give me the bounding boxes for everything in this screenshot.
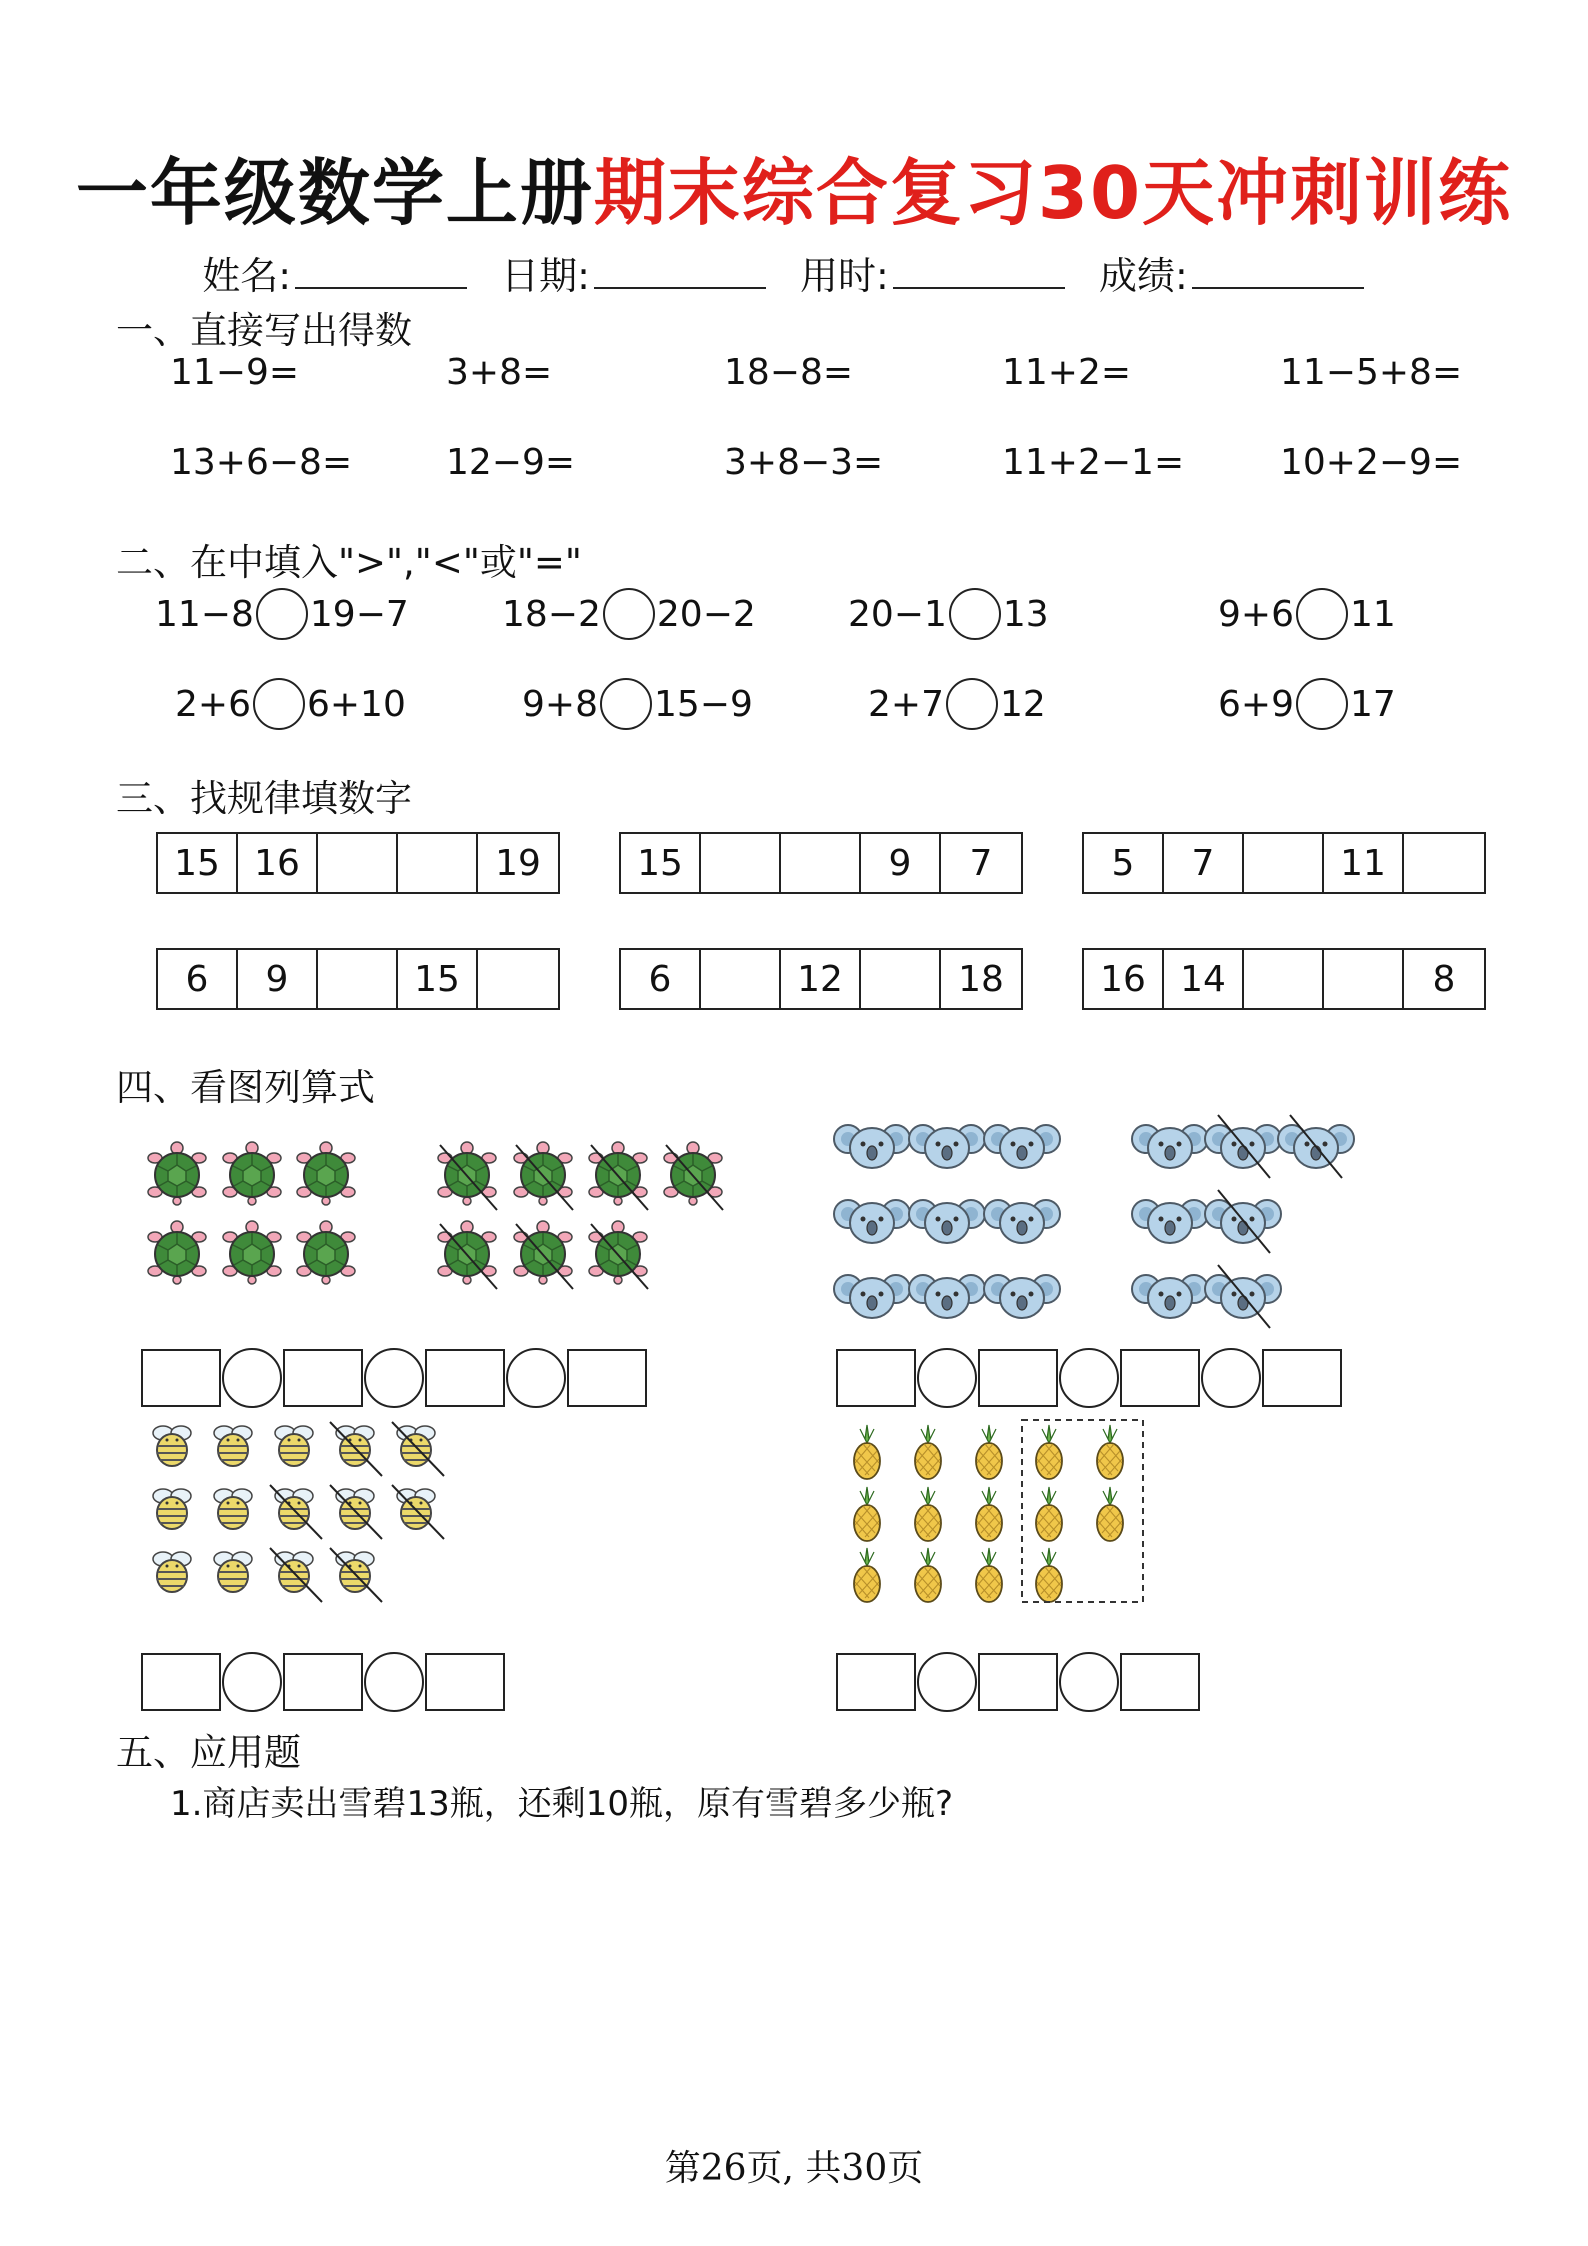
operator-circle[interactable] <box>364 1348 424 1408</box>
equation-row-bees <box>141 1652 505 1712</box>
sequence-cell: 7 <box>1164 834 1244 892</box>
compare-item: 18−2 20−2 <box>502 588 756 640</box>
title-part1: 一年级数学上册 <box>75 151 594 235</box>
koala-icon <box>1132 1200 1208 1243</box>
bee-icon <box>336 1552 374 1592</box>
bee-icon <box>275 1426 313 1466</box>
koala-icon <box>984 1200 1060 1243</box>
sequence-cell: 5 <box>1084 834 1164 892</box>
operator-circle[interactable] <box>1201 1348 1261 1408</box>
answer-box[interactable] <box>836 1349 916 1407</box>
bee-icon <box>336 1489 374 1529</box>
operator-circle[interactable] <box>222 1652 282 1712</box>
pineapple-icon <box>976 1425 1002 1479</box>
bee-icon <box>153 1489 191 1529</box>
compare-item: 9+8 15−9 <box>522 678 753 730</box>
answer-box[interactable] <box>1120 1653 1200 1711</box>
sequence-cell: 6 <box>158 950 238 1008</box>
koala-icon <box>909 1275 985 1318</box>
sequence-cell: 15 <box>621 834 701 892</box>
answer-box[interactable] <box>567 1349 647 1407</box>
answer-box[interactable] <box>141 1349 221 1407</box>
operator-circle[interactable] <box>1059 1348 1119 1408</box>
sequence-cell: 15 <box>398 950 478 1008</box>
bee-icon <box>214 1426 252 1466</box>
calc-item: 3+8= <box>446 352 553 393</box>
koala-icon <box>834 1200 910 1243</box>
pineapple-icon <box>915 1487 941 1541</box>
compare-item: 2+6 6+10 <box>175 678 406 730</box>
section-3-heading: 三、找规律填数字 <box>116 777 412 820</box>
turtle-icon <box>223 1142 281 1205</box>
pineapple-icon <box>1036 1425 1062 1479</box>
bee-icon <box>214 1489 252 1529</box>
koala-icon <box>1132 1125 1208 1168</box>
calc-item: 12−9= <box>446 442 576 483</box>
pineapple-icon <box>976 1487 1002 1541</box>
pineapple-icon <box>854 1487 880 1541</box>
equation-row-pineapples <box>836 1652 1200 1712</box>
turtle-icon <box>297 1221 355 1284</box>
page-number: 第26页, 共30页 <box>664 2148 924 2189</box>
operator-circle[interactable] <box>917 1652 977 1712</box>
sequence-cell: 16 <box>238 834 318 892</box>
calc-item: 11−9= <box>170 352 300 393</box>
compare-item: 20−1 13 <box>848 588 1049 640</box>
bee-icon <box>153 1426 191 1466</box>
sequence-cell: 14 <box>1164 950 1244 1008</box>
sequence-cell: 9 <box>861 834 941 892</box>
koala-icon <box>984 1275 1060 1318</box>
answer-box[interactable] <box>1120 1349 1200 1407</box>
koala-icon <box>909 1125 985 1168</box>
answer-box[interactable] <box>836 1653 916 1711</box>
sequence-cell: 18 <box>958 958 1004 1000</box>
koala-icon <box>984 1125 1060 1168</box>
pineapple-icon <box>976 1548 1002 1602</box>
koala-icon <box>1132 1275 1208 1318</box>
pineapple-icon <box>1036 1548 1062 1602</box>
title-part2: 期末综合复习30天冲刺训练 <box>593 151 1513 235</box>
calc-item: 11+2−1= <box>1002 442 1185 483</box>
operator-circle[interactable] <box>364 1652 424 1712</box>
calc-item: 3+8−3= <box>724 442 884 483</box>
name-label: 姓名: <box>202 254 292 298</box>
pineapple-icon <box>854 1548 880 1602</box>
pineapple-icon <box>1036 1487 1062 1541</box>
score-label: 成绩: <box>1098 254 1188 298</box>
koala-icon <box>909 1200 985 1243</box>
sequence-cell: 6 <box>621 950 701 1008</box>
pineapple-icon <box>915 1425 941 1479</box>
answer-box[interactable] <box>1262 1349 1342 1407</box>
operator-circle[interactable] <box>1059 1652 1119 1712</box>
equation-row-turtles <box>141 1348 647 1408</box>
pineapple-icon <box>915 1548 941 1602</box>
time-label: 用时: <box>800 254 889 298</box>
turtle-icon <box>297 1142 355 1205</box>
section-2-heading: 二、在中填入">","<"或"=" <box>116 541 582 584</box>
word-problem: 1.商店卖出雪碧13瓶，还剩10瓶，原有雪碧多少瓶? <box>170 1784 954 1824</box>
sequence-cell: 15 <box>158 834 238 892</box>
operator-circle[interactable] <box>222 1348 282 1408</box>
calc-item: 18−8= <box>724 352 854 393</box>
answer-box[interactable] <box>425 1653 505 1711</box>
sequence-cell: 9 <box>238 950 318 1008</box>
operator-circle[interactable] <box>506 1348 566 1408</box>
answer-box[interactable] <box>978 1349 1058 1407</box>
sequence-cell: 19 <box>495 842 541 884</box>
answer-box[interactable] <box>978 1653 1058 1711</box>
compare-item: 11−8 19−7 <box>155 588 409 640</box>
answer-box[interactable] <box>141 1653 221 1711</box>
sequence-cell: 8 <box>1432 958 1456 1000</box>
compare-item: 2+7 12 <box>868 678 1046 730</box>
bee-icon <box>153 1552 191 1592</box>
calc-item: 11+2= <box>1002 352 1132 393</box>
turtle-icon <box>223 1221 281 1284</box>
section-1-heading: 一、直接写出得数 <box>116 309 412 352</box>
sequence-cell: 12 <box>781 950 861 1008</box>
sequence-cell: 7 <box>969 842 993 884</box>
turtle-icon <box>148 1221 206 1284</box>
equation-row-koalas <box>836 1348 1342 1408</box>
date-label: 日期: <box>501 254 590 298</box>
turtle-icon <box>148 1142 206 1205</box>
calc-item: 13+6−8= <box>170 442 353 483</box>
sequence-cell: 11 <box>1324 834 1404 892</box>
operator-circle[interactable] <box>917 1348 977 1408</box>
koala-icon <box>834 1275 910 1318</box>
answer-box[interactable] <box>283 1349 363 1407</box>
pineapple-icon <box>1097 1425 1123 1479</box>
answer-box[interactable] <box>283 1653 363 1711</box>
pineapple-icon <box>1097 1487 1123 1541</box>
section-5-heading: 五、应用题 <box>116 1731 301 1774</box>
calc-item: 11−5+8= <box>1280 352 1463 393</box>
compare-item: 9+6 11 <box>1218 588 1396 640</box>
section-4-heading: 四、看图列算式 <box>116 1066 375 1109</box>
answer-box[interactable] <box>425 1349 505 1407</box>
calc-item: 10+2−9= <box>1280 442 1463 483</box>
bee-icon <box>336 1426 374 1466</box>
bee-icon <box>214 1552 252 1592</box>
pineapple-icon <box>854 1425 880 1479</box>
compare-item: 6+9 17 <box>1218 678 1396 730</box>
sequence-cell: 16 <box>1084 950 1164 1008</box>
koala-icon <box>834 1125 910 1168</box>
